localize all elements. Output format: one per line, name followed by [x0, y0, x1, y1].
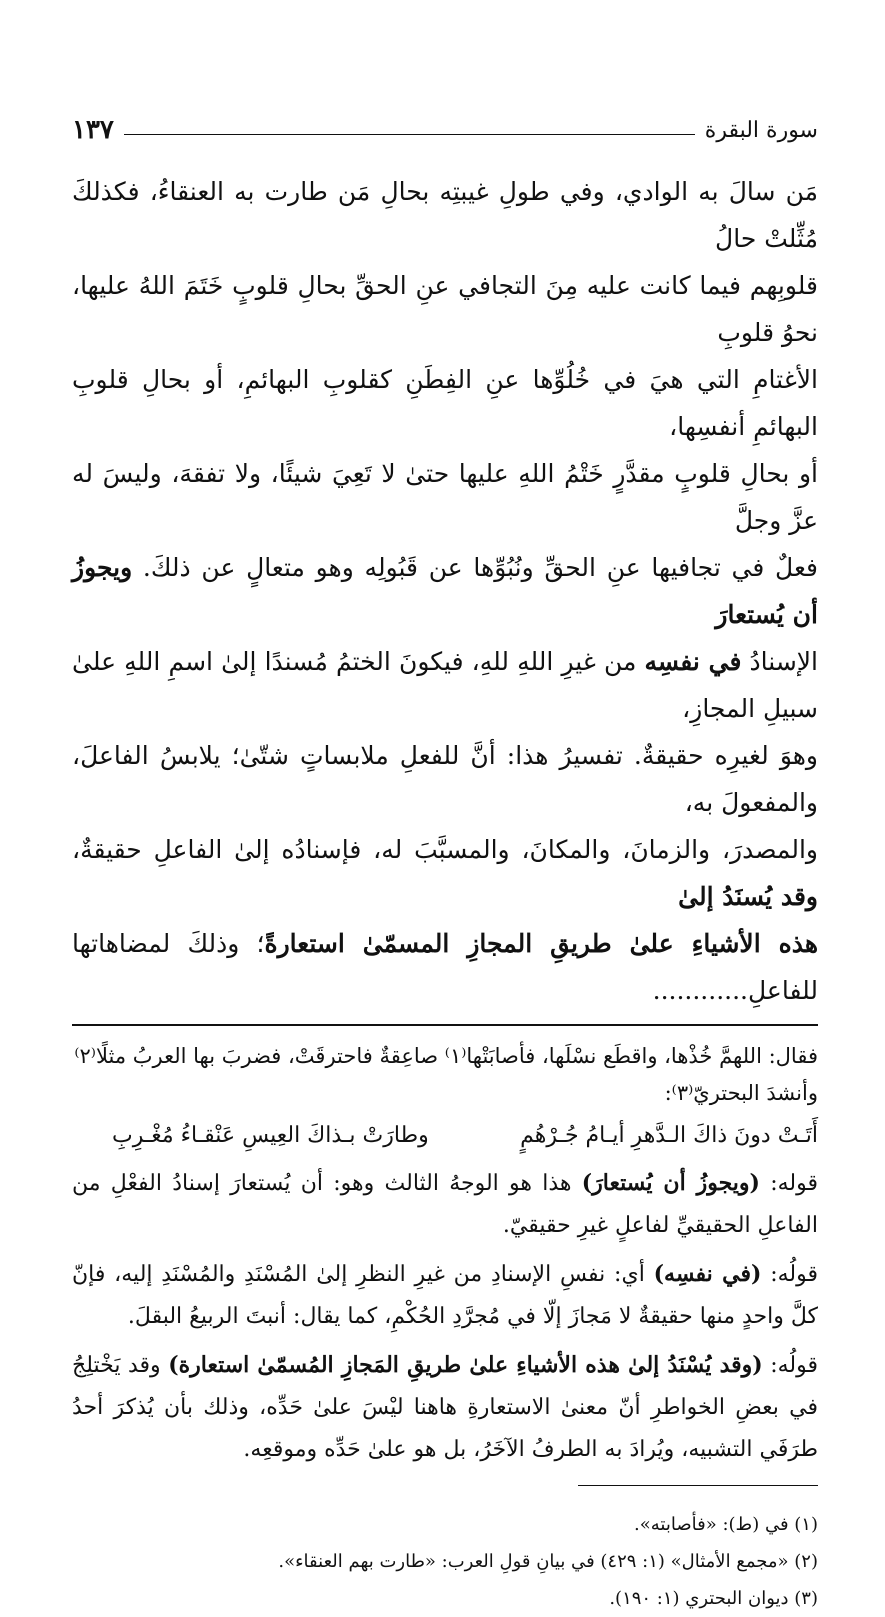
commentary-quote: (في نفسِه) [653, 1261, 762, 1287]
commentary-text: وقد يَخْتلِجُ في بعضِ الخواطرِ أنّ معنىٰ الاستعارةِ هاهنا ليْسَ علىٰ حَدِّه، وذلك بأن يُذكرَ أحدُ طرَفَي التشبيه، ويُرادَ به الطرفُ الآخَرُ، بل هو علىٰ حَدِّه وموقعِه. [72, 1353, 818, 1462]
commentary-paragraph [72, 1162, 818, 1247]
main-text [72, 168, 818, 1014]
commentary-paragraphs [72, 1162, 818, 1471]
footnote: (٣) ديوان البحتري (١: ١٩٠). [609, 1588, 818, 1609]
commentary-quote: (ويجوزُ أن يُستعارَ) [581, 1170, 760, 1196]
commentary-lead: قوله: [770, 1171, 818, 1196]
header-rule [124, 134, 695, 135]
commentary-paragraph [72, 1253, 818, 1338]
main-line [72, 920, 818, 1014]
main-line-text: والمصدرَ، والزمانَ، والمكانَ، والمسبَّبَ له، فإسنادُه إلىٰ الفاعلِ حقيقةٌ، [72, 835, 818, 864]
main-bold-phrase: هذه الأشياءِ علىٰ طريقِ المجازِ المسمّىٰ استعارةً [264, 929, 819, 958]
footnotes [72, 1506, 818, 1617]
footnote-separator [578, 1485, 818, 1486]
main-line-text: ؛ وذلكَ لمضاهاتها للفاعلِ............ [72, 929, 818, 1005]
page-number: ١٣٧ [72, 115, 114, 145]
main-line [72, 826, 818, 920]
commentary [72, 1038, 818, 1112]
main-line: وهوَ لغيرِه حقيقةٌ. تفسيرُ هذا: أنَّ للفعلِ ملابساتٍ شتّىٰ؛ يلابسُ الفاعلَ، والمفعولَ به، [72, 741, 818, 817]
commentary-line: وأنشدَ البحتريّ⁽٣⁾: [664, 1081, 818, 1105]
poem-verse [72, 1112, 818, 1160]
commentary-lead: قولُه: [770, 1262, 819, 1287]
main-line-text: الإسنادُ [749, 647, 818, 676]
poem-hemistich-first: أَتَـتْ دونَ ذاكَ الـدَّهرِ أيـامُ جُـرْهُمٍ [520, 1123, 818, 1148]
main-line: أو بحالِ قلوبٍ مقدَّرٍ خَتْمُ اللهِ عليها حتىٰ لا تَعِيَ شيئًا، ولا تفقهَ، وليسَ له عزَّ وجلَّ [72, 459, 818, 535]
commentary-paragraph [72, 1344, 818, 1471]
surah-title: سورة البقرة [704, 117, 818, 143]
page [72, 110, 818, 1617]
main-line [72, 544, 818, 638]
text-separator [72, 1024, 818, 1026]
main-line: الأغتامِ التي هيَ في خُلُوِّها عنِ الفِطَنِ كقلوبِ البهائمِ، أو بحالِ قلوبِ البهائمِ أنفسِها، [72, 365, 818, 441]
poem-hemistich-second: وطارَتْ بـذاكَ العِيسِ عَنْقـاءُ مُغْـرِبِ [112, 1123, 429, 1148]
main-bold-phrase: وقد يُسنَدُ إلىٰ [678, 882, 818, 911]
main-bold-phrase: في نفسِه [644, 647, 742, 676]
main-line-text: من غيرِ اللهِ للهِ، فيكونَ الختمُ مُسندًا إلىٰ اسمِ اللهِ علىٰ سبيلِ المجازِ، [72, 647, 818, 723]
commentary-text: هذا هو الوجهُ الثالث وهو: أن يُستعارَ إسنادُ الفعْلِ من الفاعلِ الحقيقيِّ لفاعلٍ غيرِ حقيقيّ. [72, 1171, 818, 1238]
commentary-lead: قولُه: [770, 1353, 819, 1378]
footnote: (١) في (ط): «فأصابته». [634, 1514, 818, 1535]
main-line: مَن سالَ به الوادي، وفي طولِ غيبتِه بحالِ مَن طارت به العنقاءُ، فكذلكَ مُثِّلتْ حالُ [72, 177, 818, 253]
main-line-text: فعلٌ في تجافيها عنِ الحقِّ ونُبُوِّها عن قَبُولِه وهو متعالٍ عن ذلكَ. [142, 553, 818, 582]
main-line: قلوبِهم فيما كانت عليه مِنَ التجافي عنِ الحقِّ بحالِ قلوبٍ خَتَمَ اللهُ عليها، نحوُ قلوبِ [72, 271, 818, 347]
main-line [72, 638, 818, 732]
footnote: (٢) «مجمع الأمثال» (١: ٤٢٩) في بيانِ قولِ العرب: «طارت بهم العنقاء». [278, 1551, 818, 1572]
commentary-quote: (وقد يُسْنَدُ إلىٰ هذه الأشياءِ علىٰ طريقِ المَجازِ المُسمّىٰ استعارة) [168, 1352, 763, 1378]
main-bold-phrase: ويجوزُ أن يُستعارَ [72, 553, 818, 629]
commentary-text: أي: نفسِ الإسنادِ من غيرِ النظرِ إلىٰ المُسْنَدِ والمُسْنَدِ إليه، فإنّ كلَّ واحدٍ منها حقيقةٌ لا مَجازَ إلّا في مُجرَّدِ الحُكْمِ، كما يقال: أنبتَ الربيعُ البقلَ. [72, 1262, 818, 1329]
running-header [72, 110, 818, 150]
commentary-line: فقال: اللهمَّ خُذْها، واقطَع نسْلَها، فأصابَتْها⁽١⁾ صاعِقةٌ فاحترقَتْ، فضربَ بها العربُ مثلًا⁽٢⁾ [74, 1044, 818, 1068]
